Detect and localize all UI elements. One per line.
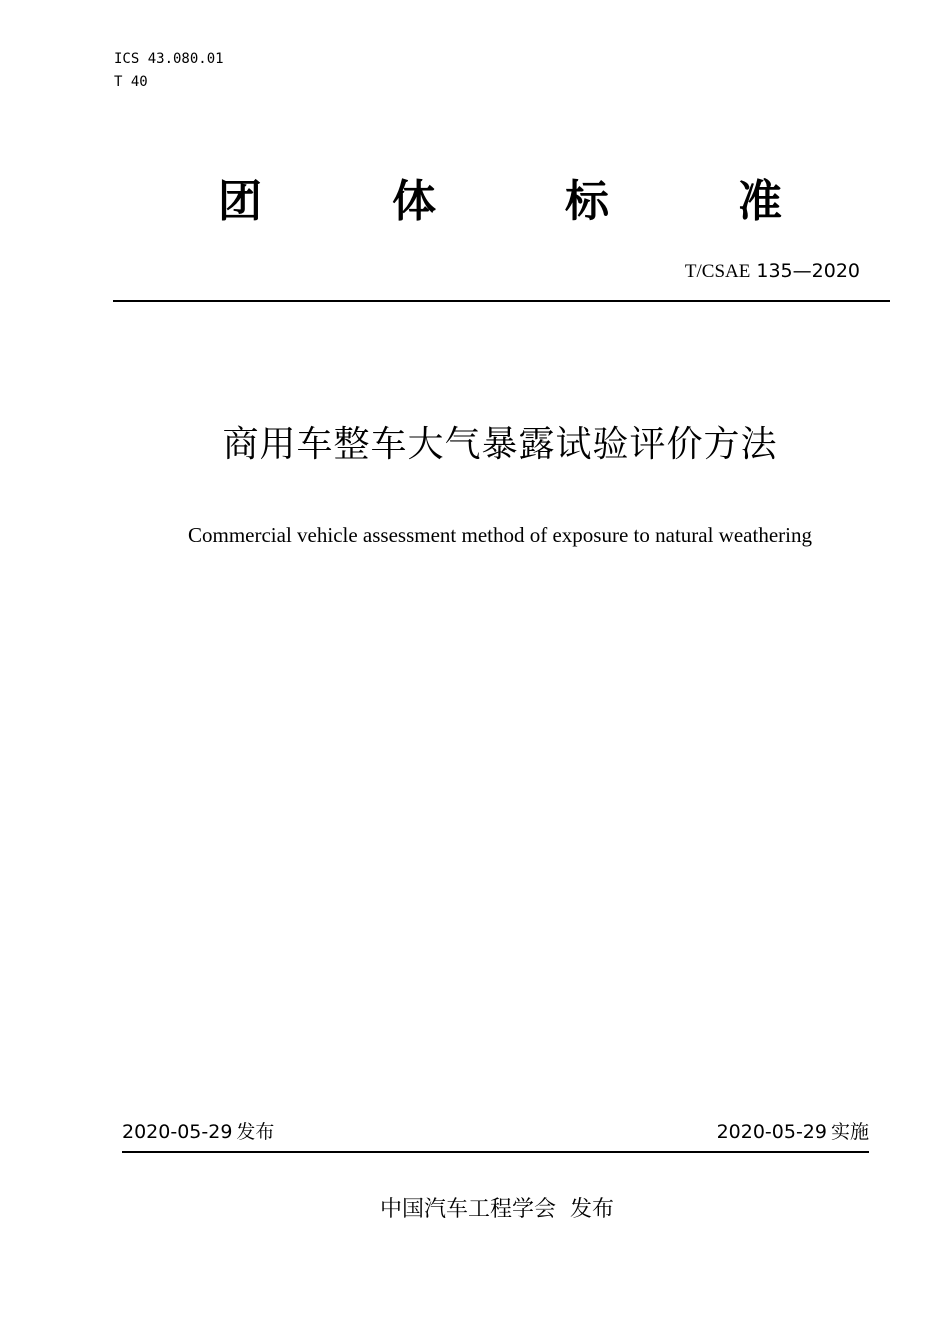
standard-type-char: 体	[392, 176, 436, 227]
standard-code	[685, 258, 860, 285]
standard-type-char: 团	[218, 176, 262, 227]
classification-codes	[114, 48, 224, 94]
implement-date: 2020-05-29	[716, 1121, 827, 1143]
standard-code-prefix: T/CSAE	[684, 261, 751, 282]
issue-date-line	[122, 1118, 274, 1146]
header-divider	[113, 300, 890, 302]
implement-date-line	[717, 1118, 869, 1146]
standard-type-char: 标	[565, 176, 609, 227]
publisher-name: 中国汽车工程学会	[379, 1197, 556, 1222]
publisher-line	[0, 1194, 950, 1226]
footer-divider	[122, 1151, 869, 1153]
ics-code: ICS 43.080.01	[114, 51, 224, 67]
standard-code-number: 135—2020	[756, 260, 860, 282]
standard-type-char: 准	[738, 176, 782, 227]
document-title-chinese: 商用车整车大气暴露试验评价方法	[222, 424, 778, 465]
ccs-code: T 40	[114, 74, 148, 90]
issue-date: 2020-05-29	[122, 1121, 233, 1143]
standard-type-heading	[0, 172, 950, 232]
issue-label: 发布	[236, 1121, 275, 1143]
document-title-english: Commercial vehicle assessment method of exposure to natural weathering	[188, 523, 812, 547]
implement-label: 实施	[830, 1121, 869, 1143]
publisher-action: 发布	[570, 1197, 615, 1222]
